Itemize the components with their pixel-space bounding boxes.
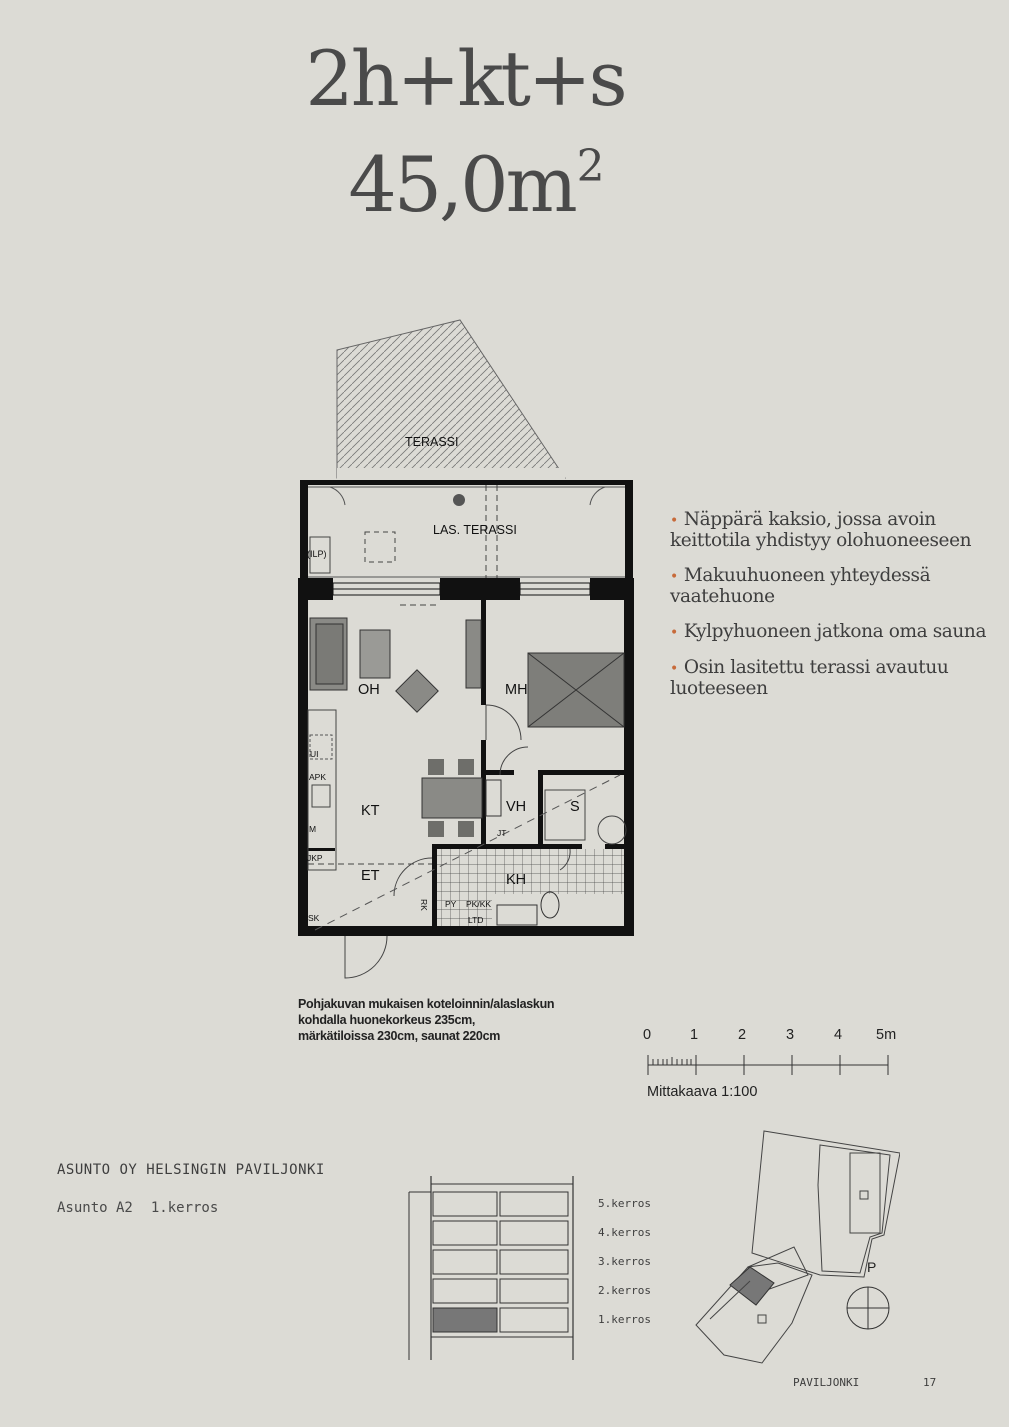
scale-tick-label: 5m xyxy=(876,1027,897,1043)
apartment-floor: 1.kerros xyxy=(150,1200,219,1216)
ceiling-height-note: Pohjakuvan mukaisen koteloinnin/alaslaskun kohdalla huonekorkeus 235cm, märkätiloissa 230cm, saunat 220cm xyxy=(298,997,555,1043)
scale-tick-label: 1 xyxy=(690,1027,699,1043)
label-rk: RK xyxy=(419,899,429,911)
label-ilp: (ILP) xyxy=(307,549,327,559)
compass-icon xyxy=(847,1287,889,1329)
scale-tick-label: 3 xyxy=(786,1027,795,1043)
scale-tick-label: 4 xyxy=(834,1027,843,1043)
furniture xyxy=(308,605,626,978)
apartment-info xyxy=(57,1200,236,1216)
drain-icon xyxy=(453,494,465,506)
bullet-icon: • xyxy=(670,513,678,529)
highlighted-apartment xyxy=(433,1308,497,1332)
feature-item: • Kylpyhuoneen jatkona oma sauna xyxy=(670,621,987,642)
label-mh: MH xyxy=(505,682,528,698)
building-elevation xyxy=(405,1170,585,1365)
scale-caption: Mittakaava 1:100 xyxy=(647,1084,758,1100)
area-value: 45,0m xyxy=(348,140,575,229)
company-name: ASUNTO OY HELSINGIN PAVILJONKI xyxy=(57,1162,325,1178)
label-py: PY xyxy=(445,899,457,909)
footer-brand: PAVILJONKI xyxy=(793,1376,860,1389)
label-ltd: LTD xyxy=(468,915,484,925)
label-jkp: JKP xyxy=(307,853,323,863)
scale-tick-label: 2 xyxy=(738,1027,747,1043)
label-pk-kk: PK/KK xyxy=(466,899,492,909)
bullet-icon: • xyxy=(670,625,678,641)
floor-label: 1.kerros xyxy=(598,1313,651,1326)
label-sk: SK xyxy=(308,913,320,923)
label-vh: VH xyxy=(506,799,527,815)
floor-label: 3.kerros xyxy=(598,1255,651,1268)
scale-bar xyxy=(640,1050,900,1080)
label-kt: KT xyxy=(361,803,380,819)
compass-north-label: P xyxy=(867,1259,877,1275)
feature-item: • Osin lasitettu terassi avautuu luoteeseen xyxy=(670,657,949,699)
feature-item: • Näppärä kaksio, jossa avoin keittotila yhdistyy olohuoneeseen xyxy=(670,509,972,551)
scale-tick-label: 0 xyxy=(643,1027,652,1043)
area-unit-superscript: 2 xyxy=(576,141,602,192)
label-s: S xyxy=(570,799,580,815)
floor-label: 2.kerros xyxy=(598,1284,651,1297)
label-kh: KH xyxy=(506,872,527,888)
site-plan xyxy=(690,1125,900,1370)
label-jt: JT xyxy=(497,828,507,838)
room-type-title: 2h+kt+s xyxy=(305,34,625,123)
label-las-terassi: LAS. TERASSI xyxy=(433,523,517,537)
label-m: M xyxy=(309,824,317,834)
bullet-icon: • xyxy=(670,569,678,585)
page-number: 17 xyxy=(923,1376,937,1389)
floor-label: 5.kerros xyxy=(598,1197,651,1210)
bullet-icon: • xyxy=(670,661,678,677)
feature-item: • Makuuhuoneen yhteydessä vaatehuone xyxy=(670,565,931,607)
label-oh: OH xyxy=(358,682,380,698)
apartment-number: Asunto A2 xyxy=(57,1200,133,1216)
label-terassi: TERASSI xyxy=(405,435,459,449)
label-et: ET xyxy=(361,868,380,884)
label-ui: UI xyxy=(310,749,319,759)
label-apk: APK xyxy=(309,772,327,782)
floor-label: 4.kerros xyxy=(598,1226,651,1239)
terrace xyxy=(337,320,565,480)
